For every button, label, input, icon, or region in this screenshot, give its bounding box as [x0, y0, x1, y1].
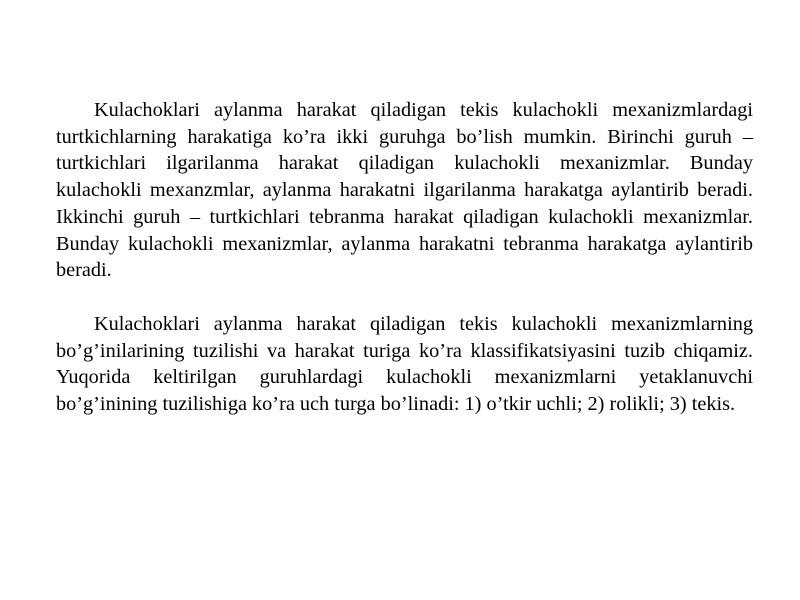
document-body	[56, 97, 753, 418]
paragraph-cam-classification: Kulachoklari aylanma harakat qiladigan tekis kulachokli mexanizmlarning bo’g’inilarining tuzilishi va harakat turiga ko’ra klassifikatsiyasini tuzib chiqamiz. Yuqorida keltirilgan guruhlardagi kulachokli mexanizmlarni yetaklanuvchi bo’g’inining tuzilishiga ko’ra uch turga bo’linadi: 1) o’tkir uchli; 2) rolikli; 3) tekis.	[56, 312, 753, 416]
paragraph-cam-mechanism-groups: Kulachoklari aylanma harakat qiladigan tekis kulachokli mexanizmlardagi turtkichlarning harakatiga ko’ra ikki guruhga bo’lish mumkin. Birinchi guruh – turtkichlari ilgarilanma harakat qiladigan kulachokli mexanizmlar. Bunday kulachokli mexanzmlar, aylanma harakatni ilgarilanma harakatga aylantirib beradi. Ikkinchi guruh – turtkichlari tebranma harakat qiladigan kulachokli mexanizmlar. Bunday kulachokli mexanizmlar, aylanma harakatni tebranma harakatga aylantirib beradi.	[56, 99, 753, 282]
